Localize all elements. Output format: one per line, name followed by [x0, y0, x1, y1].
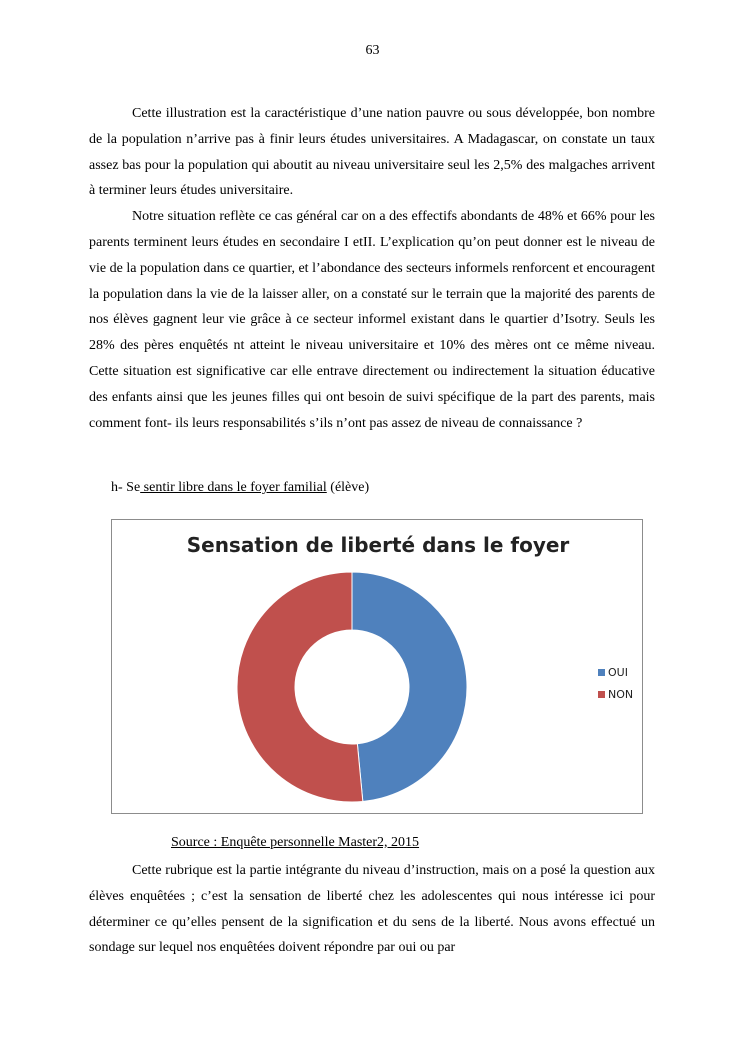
legend-label-oui: OUI	[608, 666, 628, 679]
chart-canvas	[112, 520, 644, 815]
section-heading-suffix: (élève)	[326, 480, 370, 495]
legend-label-non: NON	[608, 688, 634, 701]
chart-slices	[237, 572, 467, 802]
chart-legend	[598, 666, 633, 701]
legend-swatch-non	[598, 691, 605, 698]
paragraph: Cette rubrique est la partie intégrante du niveau d’instruction, mais on a posé la question aux élèves enquêtées ; c’est la sensation de liberté chez les adolescentes qui nous intéresse ici pour déterminer ce qu’elles pensent de la signification et du sens de la liberté. Nous avons effectué un sondage sur lequel nos enquêtées doivent répondre par oui ou par	[89, 863, 655, 956]
slice-oui	[352, 572, 467, 801]
body-text-bottom	[89, 858, 655, 961]
donut-chart	[111, 519, 643, 814]
page-number: 63	[365, 43, 380, 58]
figure-source: Source : Enquête personnelle Master2, 2015	[171, 835, 420, 850]
section-heading-prefix: h- Se	[111, 480, 141, 495]
slice-non	[237, 572, 363, 802]
section-heading-underlined: sentir libre dans le foyer familial	[140, 480, 327, 495]
paragraph: Cette illustration est la caractéristique d’une nation pauvre ou sous développée, bon nombre de la population n’arrive pas à finir leurs études universitaires. A Madagascar, on constate un taux assez bas pour la population qui aboutit au niveau universitaire seul les 2,5% des malgaches arrivent à terminer leurs études universitaire.	[89, 106, 655, 199]
chart-title: Sensation de liberté dans le foyer	[186, 533, 570, 557]
paragraph: Notre situation reflète ce cas général car on a des effectifs abondants de 48% et 66% pour les parents terminent leurs études en secondaire I etII. L’explication qu’on peut donner est le niveau de vie de la population dans ce quartier, et l’abondance des secteurs informels renforcent et encouragent la population dans la vie de la laisser aller, on a constaté sur le terrain que la majorité des parents de nos élèves gagnent leur vie grâce à ce secteur informel existant dans le quartier d’Isotry. Seuls les 28% des pères enquêtés nt atteint le niveau universitaire et 10% des mères ont ce même niveau. Cette situation est significative car elle entrave directement ou indirectement la situation éducative des enfants ainsi que les jeunes filles qui ont besoin de suivi spécifique de la part des parents, mais comment font- ils leurs responsabilités s’ils n’ont pas assez de niveau de connaissance ?	[89, 209, 655, 431]
body-text-top	[89, 101, 655, 436]
section-heading	[111, 480, 369, 496]
legend-swatch-oui	[598, 669, 605, 676]
